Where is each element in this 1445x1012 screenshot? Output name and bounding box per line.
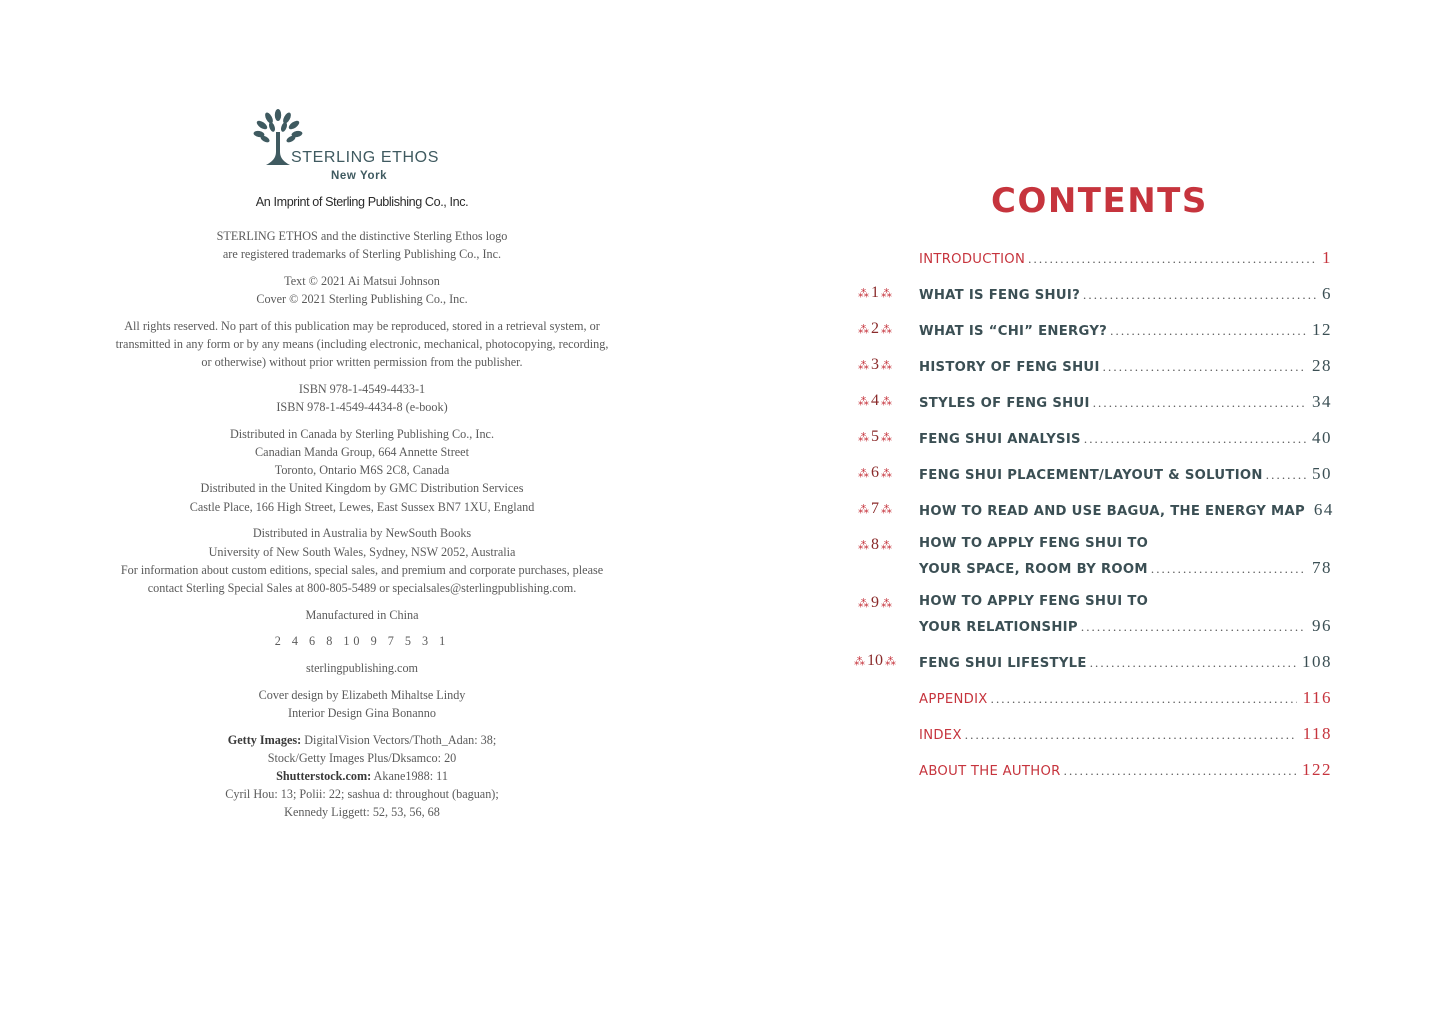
- dot-leader: [1083, 287, 1316, 303]
- dot-leader: [1110, 323, 1306, 339]
- dot-leader: [1084, 431, 1306, 447]
- dot-leader: [1028, 251, 1316, 267]
- chapter-number: 5: [871, 428, 879, 445]
- shutterstock-credit: Akane1988: 11: [371, 769, 448, 784]
- chapter-marker: [845, 284, 905, 302]
- toc-entry-text: [919, 500, 1332, 522]
- toc-line: [919, 536, 1332, 558]
- getty-credit: DigitalVision Vectors/Thoth_Adan: 38;: [301, 732, 497, 747]
- dot-leader: [1151, 561, 1306, 577]
- chapter-marker: [845, 652, 905, 670]
- toc-page-number: 64: [1313, 500, 1334, 519]
- text-line: [60, 767, 664, 785]
- toc-entry-title[interactable]: INDEX: [919, 728, 962, 743]
- chapter-marker: [845, 320, 905, 338]
- toc-entry-title[interactable]: STYLES OF FENG SHUI: [919, 396, 1090, 411]
- toc-entry-text: [919, 284, 1332, 306]
- text-line: Manufactured in China: [305, 607, 419, 622]
- text-line: For information about custom editions, special sales, and premium and corporate purchases, please: [120, 562, 604, 577]
- imprint-line: An Imprint of Sterling Publishing Co., Inc.: [255, 195, 469, 209]
- toc-line: [919, 724, 1332, 746]
- chapter-number: 7: [871, 500, 879, 517]
- ornament-right-icon: ⁂: [881, 360, 892, 372]
- toc-entry-text: [919, 392, 1332, 414]
- ornament-left-icon: ⁂: [858, 468, 869, 480]
- trademark-notice: [60, 227, 664, 263]
- text-line: sterlingpublishing.com: [305, 661, 419, 676]
- toc-line: [919, 760, 1332, 782]
- ornament-right-icon: ⁂: [881, 288, 892, 300]
- dot-leader: [1064, 763, 1296, 779]
- ornament-right-icon: ⁂: [881, 598, 892, 610]
- text-line: [60, 731, 664, 749]
- toc-page-number: 78: [1312, 558, 1332, 577]
- website-line: [60, 659, 664, 677]
- toc-entry-title[interactable]: WHAT IS “CHI” ENERGY?: [919, 324, 1108, 339]
- text-line: Castle Place, 166 High Street, Lewes, East Sussex BN7 1XU, England: [189, 499, 535, 514]
- toc-entry-title[interactable]: YOUR RELATIONSHIP: [919, 620, 1078, 635]
- ornament-right-icon: ⁂: [881, 540, 892, 552]
- brand-city: New York: [331, 170, 388, 182]
- chapter-number: 1: [871, 284, 879, 301]
- design-credits: [60, 686, 664, 722]
- australia-block: [60, 524, 664, 597]
- brand-name: STERLING ETHOS: [291, 149, 439, 166]
- toc-line: [919, 558, 1332, 580]
- text-line: are registered trademarks of Sterling Publishing Co., Inc.: [222, 247, 502, 262]
- ornament-left-icon: ⁂: [858, 288, 869, 300]
- toc-entry-title[interactable]: HISTORY OF FENG SHUI: [919, 360, 1100, 375]
- ornament-left-icon: ⁂: [858, 396, 869, 408]
- toc-page-number: 34: [1312, 392, 1332, 411]
- chapter-number: 9: [871, 594, 879, 611]
- chapter-number: 8: [871, 536, 879, 553]
- toc-line: [919, 356, 1332, 378]
- rights-notice: [60, 317, 664, 372]
- toc-entry-text: [919, 594, 1332, 638]
- text-line: Cover © 2021 Sterling Publishing Co., Inc.: [256, 292, 468, 307]
- chapter-number: 6: [871, 464, 879, 481]
- toc-entry-title[interactable]: APPENDIX: [919, 692, 988, 707]
- chapter-marker: [845, 536, 905, 554]
- ornament-left-icon: ⁂: [854, 656, 865, 668]
- distribution-block: [60, 425, 664, 516]
- text-line: STERLING ETHOS and the distinctive Sterling Ethos logo: [216, 229, 508, 243]
- text-line: Canadian Manda Group, 664 Annette Street: [255, 445, 469, 460]
- toc-entry-text: [919, 688, 1332, 710]
- toc-page-number: 96: [1312, 616, 1332, 635]
- toc-entry-title[interactable]: FENG SHUI ANALYSIS: [919, 432, 1081, 447]
- toc-entry-title[interactable]: HOW TO APPLY FENG SHUI TO: [919, 594, 1149, 609]
- text-line: Text © 2021 Ai Matsui Johnson: [284, 273, 440, 288]
- toc-entry-text: [919, 248, 1332, 270]
- toc-entry-text: [919, 356, 1332, 378]
- text-line: contact Sterling Special Sales at 800-805-5489 or specialsales@sterlingpublishing.com.: [147, 580, 577, 595]
- ornament-left-icon: ⁂: [858, 432, 869, 444]
- contents-title: CONTENTS: [991, 181, 1208, 221]
- text-line: Cyril Hou: 13; Polii: 22; sashua d: throughout (baguan);: [225, 787, 499, 802]
- chapter-marker: [845, 356, 905, 374]
- toc-entry-title[interactable]: ABOUT THE AUTHOR: [919, 764, 1061, 779]
- ornament-left-icon: ⁂: [858, 540, 869, 552]
- toc-entry-text: [919, 536, 1332, 580]
- toc-line: [919, 652, 1332, 674]
- toc-line: [919, 688, 1332, 710]
- toc-entry-title[interactable]: INTRODUCTION: [919, 252, 1026, 267]
- text-line: Toronto, Ontario M6S 2C8, Canada: [274, 463, 450, 478]
- text-line: ISBN 978-1-4549-4434-8 (e-book): [276, 400, 448, 415]
- toc-line: [919, 464, 1332, 486]
- ornament-left-icon: ⁂: [858, 504, 869, 516]
- image-credits: [60, 731, 664, 822]
- text-line: Distributed in the United Kingdom by GMC Distribution Services: [200, 481, 524, 496]
- toc-entry-text: [919, 464, 1332, 486]
- ornament-left-icon: ⁂: [858, 360, 869, 372]
- ornament-right-icon: ⁂: [881, 432, 892, 444]
- text-line: Stock/Getty Images Plus/Dksamco: 20: [267, 750, 457, 765]
- toc-page-number: 12: [1312, 320, 1332, 339]
- toc-entry-text: [919, 428, 1332, 450]
- toc-page-number: 1: [1322, 248, 1332, 267]
- text-line: Cover design by Elizabeth Mihaltse Lindy: [258, 687, 466, 702]
- toc-page-number: 50: [1312, 464, 1332, 483]
- toc-line: [919, 594, 1332, 616]
- dot-leader: [1093, 395, 1306, 411]
- text-line: 2 4 6 8 10 9 7 5 3 1: [274, 634, 450, 649]
- toc-entry-title[interactable]: YOUR SPACE, ROOM BY ROOM: [919, 562, 1148, 577]
- dot-leader: [991, 691, 1297, 707]
- ornament-right-icon: ⁂: [881, 504, 892, 516]
- chapter-marker: [845, 392, 905, 410]
- toc-line: [919, 248, 1332, 270]
- toc-page-number: 40: [1312, 428, 1332, 447]
- copyright-notice: [60, 272, 664, 308]
- toc-line: [919, 392, 1332, 414]
- ornament-left-icon: ⁂: [858, 324, 869, 336]
- toc-entry-title[interactable]: FENG SHUI PLACEMENT/LAYOUT & SOLUTION: [919, 468, 1263, 483]
- shutterstock-label: Shutterstock.com:: [276, 769, 372, 784]
- copyright-page: [60, 108, 664, 830]
- ornament-left-icon: ⁂: [858, 598, 869, 610]
- ornament-right-icon: ⁂: [881, 468, 892, 480]
- ornament-right-icon: ⁂: [881, 324, 892, 336]
- dot-leader: [1090, 655, 1296, 671]
- manufactured-line: [60, 606, 664, 624]
- toc-page-number: 118: [1302, 724, 1332, 743]
- printing-numbers: [60, 632, 664, 650]
- getty-label: Getty Images:: [227, 732, 302, 747]
- ornament-right-icon: ⁂: [881, 396, 892, 408]
- toc-entry-title[interactable]: HOW TO READ AND USE BAGUA, THE ENERGY MAP: [919, 504, 1305, 519]
- text-line: Kennedy Liggett: 52, 53, 56, 68: [284, 805, 440, 820]
- toc-entry-title[interactable]: FENG SHUI LIFESTYLE: [919, 656, 1087, 671]
- toc-line: [919, 616, 1332, 638]
- toc-entry-text: [919, 652, 1332, 674]
- text-line: Distributed in Australia by NewSouth Books: [252, 526, 472, 541]
- isbn-block: [60, 380, 664, 416]
- publisher-logo: [60, 108, 664, 186]
- text-line: University of New South Wales, Sydney, NSW 2052, Australia: [208, 544, 516, 559]
- chapter-marker: [845, 594, 905, 612]
- chapter-marker: [845, 428, 905, 446]
- toc-entry-text: [919, 760, 1332, 782]
- ornament-right-icon: ⁂: [885, 656, 896, 668]
- dot-leader: [1266, 467, 1306, 483]
- toc-entry-text: [919, 320, 1332, 342]
- toc-line: [919, 284, 1332, 306]
- toc-line: [919, 428, 1332, 450]
- toc-page-number: 108: [1302, 652, 1332, 671]
- toc-entry-title[interactable]: WHAT IS FENG SHUI?: [919, 288, 1081, 303]
- text-line: ISBN 978-1-4549-4433-1: [298, 381, 426, 396]
- toc-line: [919, 320, 1332, 342]
- text-line: Interior Design Gina Bonanno: [288, 705, 436, 720]
- dot-leader: [1081, 619, 1306, 635]
- text-line: All rights reserved. No part of this publication may be reproduced, stored in a retrieval system, or: [124, 318, 600, 333]
- toc-page-number: 116: [1302, 688, 1332, 707]
- chapter-number: 4: [871, 392, 879, 409]
- toc-page-number: 122: [1302, 760, 1332, 779]
- toc-page-number: 28: [1312, 356, 1332, 375]
- dot-leader: [965, 727, 1297, 743]
- chapter-number: 10: [867, 652, 883, 669]
- toc-entry-title[interactable]: HOW TO APPLY FENG SHUI TO: [919, 536, 1149, 551]
- dot-leader: [1103, 359, 1306, 375]
- chapter-number: 2: [871, 320, 879, 337]
- toc-entry-text: [919, 724, 1332, 746]
- toc-page-number: 6: [1322, 284, 1332, 303]
- toc-line: [919, 500, 1332, 522]
- chapter-marker: [845, 464, 905, 482]
- text-line: or otherwise) without prior written permission from the publisher.: [201, 355, 523, 370]
- text-line: Distributed in Canada by Sterling Publishing Co., Inc.: [229, 426, 495, 441]
- text-line: transmitted in any form or by any means (including electronic, mechanical, photocopying, recording,: [115, 337, 609, 352]
- chapter-number: 3: [871, 356, 879, 373]
- chapter-marker: [845, 500, 905, 518]
